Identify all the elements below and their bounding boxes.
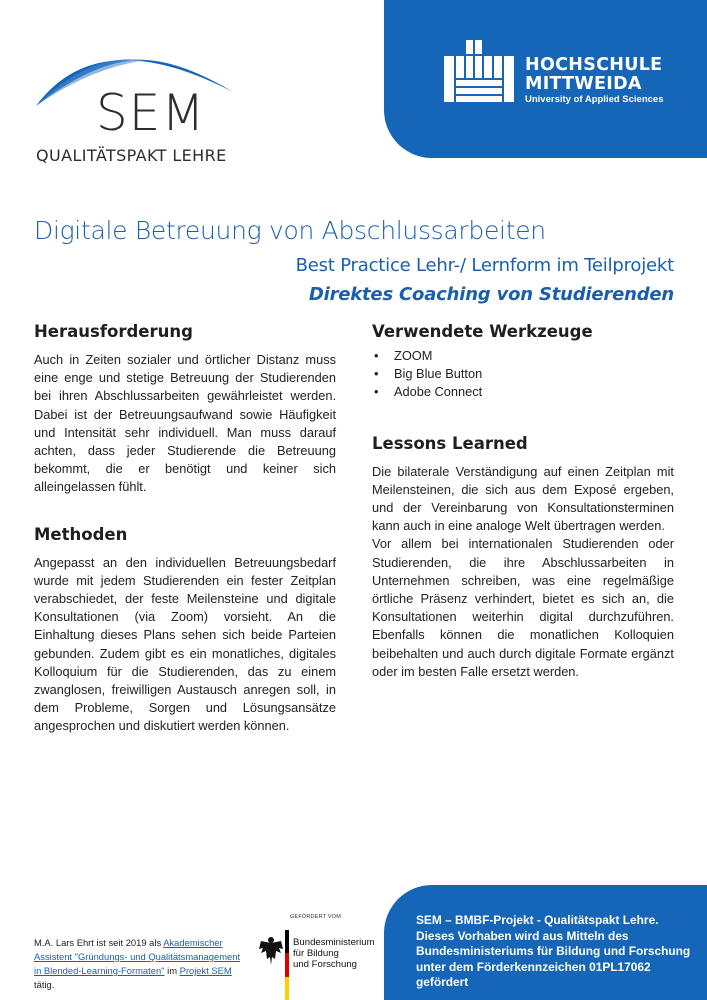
funding-info-text: SEM – BMBF-Projekt - Qualitätspakt Lehre. Dieses Vorhaben wird aus Mitteln des Bundesministeriums für Bildung und Forschung unter dem Förderkennzeichen 01PL17062 gefördert	[416, 913, 691, 990]
page-subtitle-bold: Direktes Coaching von Studierenden	[308, 284, 674, 305]
sem-logo-subtitle: QUALITÄTSPAKT LEHRE	[36, 146, 227, 165]
bmbf-logo-text	[293, 937, 375, 970]
hsmw-building-icon	[444, 40, 514, 104]
heading-methoden: Methoden	[34, 524, 128, 544]
author-note-mid: im	[167, 965, 178, 976]
tools-list	[372, 347, 674, 402]
bmbf-line-3: und Forschung	[293, 959, 357, 970]
left-column	[34, 322, 336, 736]
funding-label: GEFÖRDERT VOM	[290, 914, 341, 920]
author-link-position[interactable]: Akademischer Assistent "Gründungs- und Qualitätsmanagement in Blended-Learning-Formaten"	[34, 937, 241, 976]
list-item: • Adobe Connect	[372, 383, 674, 401]
paragraph-lessons-1: Die bilaterale Verständigung auf einen Zeitplan mit Meilensteinen, die sich aus dem Exposé ergeben, und der Vereinbarung von Konsultationsterminen kann auch in eine analoge Welt übertragen werden.	[372, 463, 674, 534]
federal-eagle-icon	[258, 935, 284, 967]
german-flag-stripe	[285, 930, 289, 1000]
sem-logo-text: SEM	[96, 84, 206, 142]
bmbf-line-1: Bundesministerium	[293, 937, 375, 948]
heading-lessons-learned: Lessons Learned	[372, 433, 528, 453]
author-note-pre: M.A. Lars Ehrt ist seit 2019 als	[34, 937, 162, 948]
author-note	[34, 936, 244, 992]
right-column	[372, 322, 674, 681]
hsmw-name-line-2: MITTWEIDA	[525, 74, 642, 94]
hsmw-subtitle: University of Applied Sciences	[525, 94, 664, 105]
author-link-project[interactable]: Projekt SEM	[179, 965, 232, 976]
paragraph-lessons-2: Vor allem bei internationalen Studierenden oder Studierenden, die ihre Abschlussarbeiten in Unternehmen schreiben, was eine regelmäßige örtliche Präsenz verhindert, bietet es sich an, die Konsultationen weiterhin digital durchzuführen. Ebenfalls können die monatlichen Kolloquien beibehalten und auch durch digitale Formate ergänzt oder im besten Falle ersetzt werden.	[372, 536, 674, 679]
paragraph-methoden: Angepasst an den individuellen Betreuungsbedarf wurde mit jedem Studierenden ein fester Zeitplan verabschiedet, der feste Meilensteine und digitale Konsultationen (via Zoom) vorsieht. An die Einhaltung dieses Plans sehen sich beide Parteien gebunden. Zudem gibt es ein monatliches, digitales Kolloquium für die Studierenden, das zu einem zwanglosen, freiwilligen Austausch anregen soll, in dem Probleme, Sorgen und Lösungsansätze angesprochen und diskutiert werden können.	[34, 554, 336, 734]
page-title: Digitale Betreuung von Abschlussarbeiten	[34, 216, 546, 245]
list-item: • ZOOM	[372, 347, 674, 365]
bmbf-line-2: für Bildung	[293, 948, 339, 959]
heading-herausforderung: Herausforderung	[34, 322, 193, 341]
list-item: • Big Blue Button	[372, 365, 674, 383]
hsmw-name-line-1: HOCHSCHULE	[525, 55, 663, 75]
paragraph-herausforderung: Auch in Zeiten sozialer und örtlicher Distanz muss eine enge und stetige Betreuung der Studierenden bei ihren Abschlussarbeiten gewährleistet werden. Dabei ist der Betreuungsaufwand sowie Häufigkeit und Intensität sehr individuell. Man muss darauf achten, dass jeder Studierende die Betreuung bekommt, die er benötigt und keiner sich alleingelassen fühlt.	[34, 352, 336, 495]
page-subtitle: Best Practice Lehr-/ Lernform im Teilprojekt	[295, 255, 674, 276]
author-note-post: tätig.	[34, 979, 55, 990]
heading-werkzeuge: Verwendete Werkzeuge	[372, 322, 593, 341]
